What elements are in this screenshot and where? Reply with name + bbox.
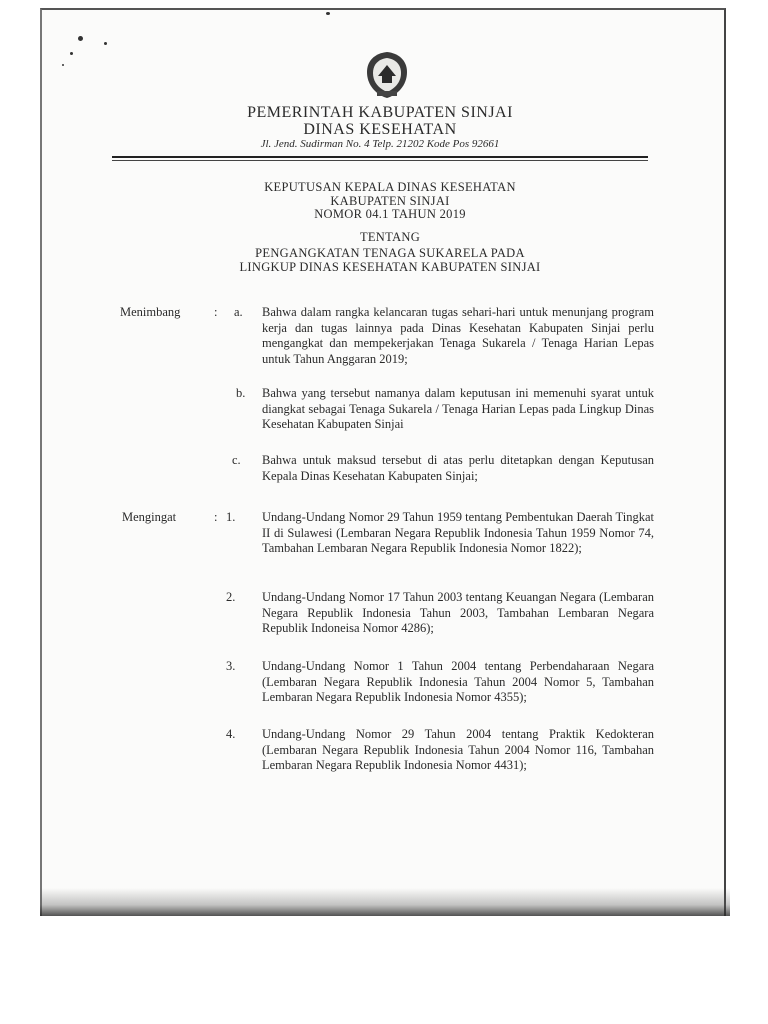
decree-regency: KABUPATEN SINJAI	[330, 194, 450, 208]
scan-speck	[78, 36, 83, 41]
letterhead-divider-thin	[112, 160, 648, 161]
legal-basis-item: Undang-Undang Nomor 17 Tahun 2003 tentang Keuangan Negara (Lembaran Negara Republik Indonesia Tahun 2003, Tambahan Lembaran Negara Republik Indoneisa Nomor 4286);	[262, 590, 654, 635]
decree-subject-line-1: PENGANGKATAN TENAGA SUKARELA PADA	[255, 246, 525, 260]
legal-basis-item: Undang-Undang Nomor 29 Tahun 2004 tentang Praktik Kedokteran (Lembaran Negara Republik Indonesia Tahun 2004 Nomor 116, Tambahan Lembaran Negara Republik Indonesia Nomor 4431);	[262, 727, 654, 772]
scan-speck	[62, 64, 64, 66]
list-marker: 3.	[226, 659, 236, 673]
section-label-mengingat: Mengingat	[122, 510, 177, 524]
department-name: DINAS KESEHATAN	[303, 121, 457, 138]
consideration-item: Bahwa dalam rangka kelancaran tugas sehari-hari untuk menunjang program kerja dan tugas lainnya pada Dinas Kesehatan Kabupaten Sinjai perlu mengangkat dan mempekerjakan Tenaga Sukarela / Tenaga Harian Lepas untuk Tahun Anggaran 2019;	[262, 305, 654, 366]
list-marker: a.	[234, 305, 243, 319]
scan-speck	[326, 12, 330, 15]
decree-heading: KEPUTUSAN KEPALA DINAS KESEHATAN	[264, 180, 516, 194]
regency-emblem-icon	[364, 50, 410, 100]
section-label-menimbang: Menimbang	[120, 305, 181, 319]
consideration-item: Bahwa untuk maksud tersebut di atas perlu ditetapkan dengan Keputusan Kepala Dinas Kesehatan Kabupaten Sinjai;	[262, 453, 654, 483]
consideration-item: Bahwa yang tersebut namanya dalam keputusan ini memenuhi syarat untuk diangkat sebagai Tenaga Sukarela / Tenaga Harian Lepas pada Lingkup Dinas Kesehatan Kabupaten Sinjai	[262, 386, 654, 431]
decree-subject-line-2: LINGKUP DINAS KESEHATAN KABUPATEN SINJAI	[239, 260, 541, 274]
section-colon: :	[214, 305, 218, 319]
government-name: PEMERINTAH KABUPATEN SINJAI	[247, 104, 513, 121]
list-marker: c.	[232, 453, 241, 467]
legal-basis-item: Undang-Undang Nomor 29 Tahun 1959 tentang Pembentukan Daerah Tingkat II di Sulawesi (Lembaran Negara Republik Indonesia Tahun 1959 Nomor 74, Tambahan Lembaran Negara Republik Indonesia Nomor 1822);	[262, 510, 654, 555]
list-marker: 4.	[226, 727, 236, 741]
decree-number: NOMOR 04.1 TAHUN 2019	[314, 207, 466, 221]
list-marker: b.	[236, 386, 246, 400]
legal-basis-item: Undang-Undang Nomor 1 Tahun 2004 tentang Perbendaharaan Negara (Lembaran Negara Republik Indonesia Tahun 2004 Nomor 5, Tambahan Lembaran Negara Republik Indonesia Nomor 4355);	[262, 659, 654, 704]
list-marker: 1.	[226, 510, 236, 524]
decree-about-label: TENTANG	[359, 230, 421, 244]
letterhead-divider	[112, 156, 648, 158]
scan-shadow	[40, 888, 730, 916]
list-marker: 2.	[226, 590, 236, 604]
scan-speck	[70, 52, 73, 55]
scan-speck	[104, 42, 107, 45]
section-colon: :	[214, 510, 218, 524]
office-address: Jl. Jend. Sudirman No. 4 Telp. 21202 Kode Pos 92661	[260, 138, 500, 150]
